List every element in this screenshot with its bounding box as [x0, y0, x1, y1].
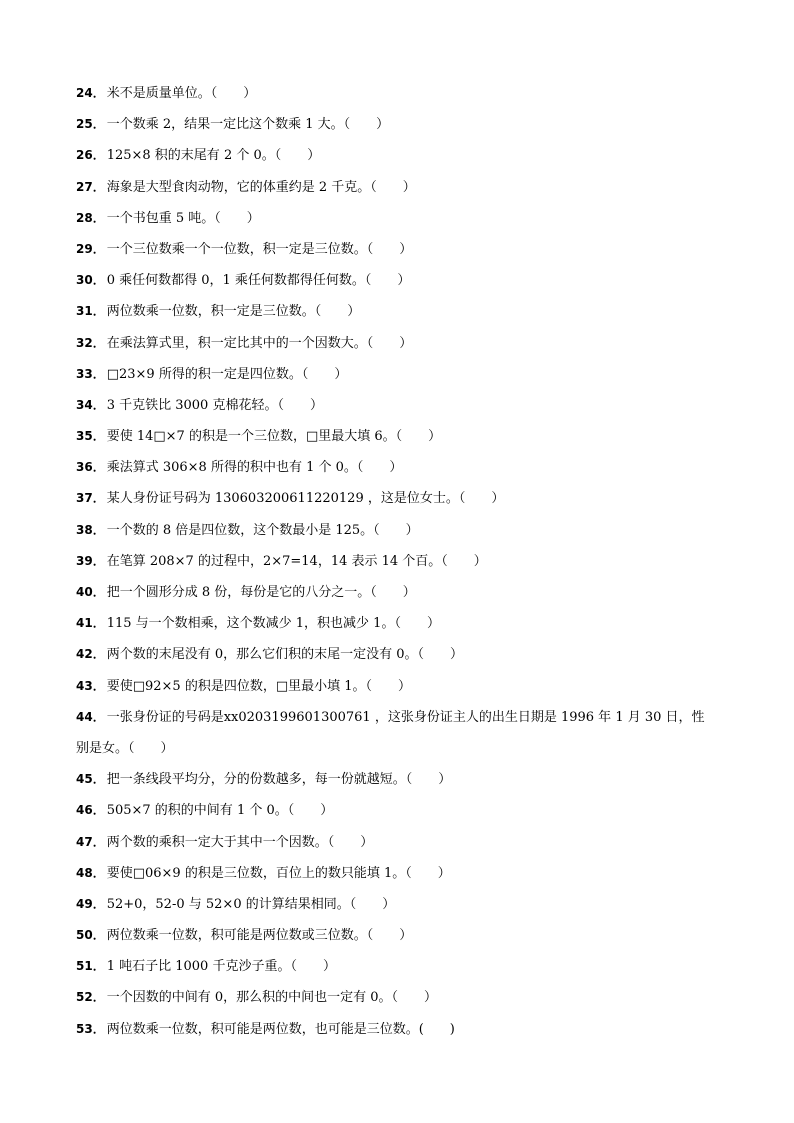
question-text: 米不是质量单位。（ ） [106, 86, 257, 101]
question-text: 把一个圆形分成 8 份，每份是它的八分之一。（ ） [106, 585, 416, 600]
question-item [76, 639, 716, 670]
question-text: 两个数的末尾没有 0，那么它们积的末尾一定没有 0。（ ） [106, 647, 464, 663]
question-number: 25． [76, 117, 105, 132]
question-item [76, 608, 716, 639]
question-text: 两位数乘一位数，积可能是两位数或三位数。（ ） [106, 928, 413, 944]
question-text: 乘法算式 306×8 所得的积中也有 1 个 0。（ ） [106, 460, 403, 476]
question-item [76, 265, 716, 296]
question-number: 48． [76, 865, 105, 880]
question-text: 在乘法算式里，积一定比其中的一个因数大。（ ） [106, 335, 413, 351]
question-number: 37． [76, 491, 105, 506]
question-text: 1 吨石子比 1000 千克沙子重。（ ） [106, 959, 336, 975]
question-number: 39． [76, 553, 105, 568]
question-text: 3 千克铁比 3000 克棉花轻。（ ） [106, 397, 323, 413]
question-text: 0 乘任何数都得 0，1 乘任何数都得任何数。（ ） [106, 273, 411, 289]
question-list [76, 78, 716, 1045]
question-text: 两位数乘一位数，积一定是三位数。（ ） [106, 304, 361, 320]
question-number: 26． [76, 148, 105, 163]
question-item [76, 172, 716, 203]
question-item [76, 827, 716, 858]
question-text: 两个数的乘积一定大于其中一个因数。（ ） [106, 834, 374, 850]
question-number: 53． [76, 1021, 105, 1036]
question-number: 31． [76, 304, 105, 319]
question-number: 33． [76, 366, 105, 381]
question-item [76, 78, 716, 109]
question-text: 两位数乘一位数，积可能是两位数，也可能是三位数。( ) [106, 1021, 455, 1037]
question-number: 40． [76, 585, 105, 599]
question-text: 要使 14□×7 的积是一个三位数，□里最大填 6。（ ） [106, 429, 442, 445]
question-text: 把一条线段平均分，分的份数越多，每一份就越短。（ ） [106, 772, 452, 788]
question-text: 一张身份证的号码是xx0203199601300761 ，这张身份证主人的出生日期是 1996 年 1 月 30 日，性别是女。（ ） [76, 709, 705, 756]
question-text: 一个数的 8 倍是四位数，这个数最小是 125。（ ） [106, 522, 419, 538]
question-text: 一个三位数乘一个一位数，积一定是三位数。（ ） [106, 241, 413, 257]
question-number: 49． [76, 896, 105, 911]
question-number: 50． [76, 928, 105, 943]
question-number: 34． [76, 397, 105, 412]
question-number: 28． [76, 210, 105, 225]
question-number: 36． [76, 460, 105, 475]
question-number: 41． [76, 616, 105, 631]
question-text: 海象是大型食肉动物，它的体重约是 2 千克。（ ） [106, 179, 416, 195]
question-text: 某人身份证号码为 130603200611220129 ，这是位女士。（ ） [106, 491, 505, 507]
question-number: 46． [76, 803, 105, 818]
question-item [76, 515, 716, 546]
question-text: 一个因数的中间有 0，那么积的中间也一定有 0。（ ） [106, 990, 438, 1006]
question-text: 一个书包重 5 吨。（ ） [106, 210, 260, 226]
question-item [76, 234, 716, 265]
question-item [76, 1014, 716, 1045]
question-item [76, 951, 716, 982]
question-text: 要使□06×9 的积是三位数，百位上的数只能填 1。（ ） [106, 865, 451, 881]
question-number: 45． [76, 772, 105, 787]
question-text: 一个数乘 2，结果一定比这个数乘 1 大。（ ） [106, 117, 390, 133]
question-text: 505×7 的积的中间有 1 个 0。（ ） [106, 803, 334, 819]
question-item [76, 577, 716, 608]
question-item [76, 390, 716, 421]
question-item [76, 452, 716, 483]
question-number: 27． [76, 179, 105, 194]
question-text: 115 与一个数相乘，这个数减少 1，积也减少 1。（ ） [106, 616, 440, 632]
question-item [76, 546, 716, 577]
question-number: 43． [76, 678, 105, 693]
question-item [76, 795, 716, 826]
question-text: 要使□92×5 的积是四位数，□里最小填 1。（ ） [106, 678, 412, 694]
question-number: 32． [76, 335, 105, 350]
question-text: 52+0，52-0 与 52×0 的计算结果相同。（ ） [106, 896, 396, 912]
question-number: 29． [76, 241, 105, 256]
question-text: 125×8 积的末尾有 2 个 0。（ ） [106, 148, 321, 164]
question-number: 51． [76, 959, 105, 974]
question-item [76, 702, 716, 764]
question-number: 44． [76, 709, 105, 724]
question-item [76, 889, 716, 920]
question-number: 52． [76, 990, 105, 1005]
question-number: 35． [76, 429, 105, 444]
question-number: 30． [76, 273, 105, 288]
question-number: 24． [76, 86, 105, 100]
question-item [76, 140, 716, 171]
question-item [76, 982, 716, 1013]
question-item [76, 764, 716, 795]
question-item [76, 359, 716, 390]
question-item [76, 858, 716, 889]
question-item [76, 296, 716, 327]
question-text: 在笔算 208×7 的过程中，2×7=14，14 表示 14 个百。（ ） [106, 553, 487, 569]
question-item [76, 421, 716, 452]
question-item [76, 483, 716, 514]
question-item [76, 920, 716, 951]
question-number: 47． [76, 834, 105, 849]
question-number: 42． [76, 647, 105, 662]
question-item [76, 671, 716, 702]
question-item [76, 109, 716, 140]
question-item [76, 328, 716, 359]
question-number: 38． [76, 522, 105, 537]
question-text: □23×9 所得的积一定是四位数。（ ） [106, 366, 348, 382]
question-item [76, 203, 716, 234]
